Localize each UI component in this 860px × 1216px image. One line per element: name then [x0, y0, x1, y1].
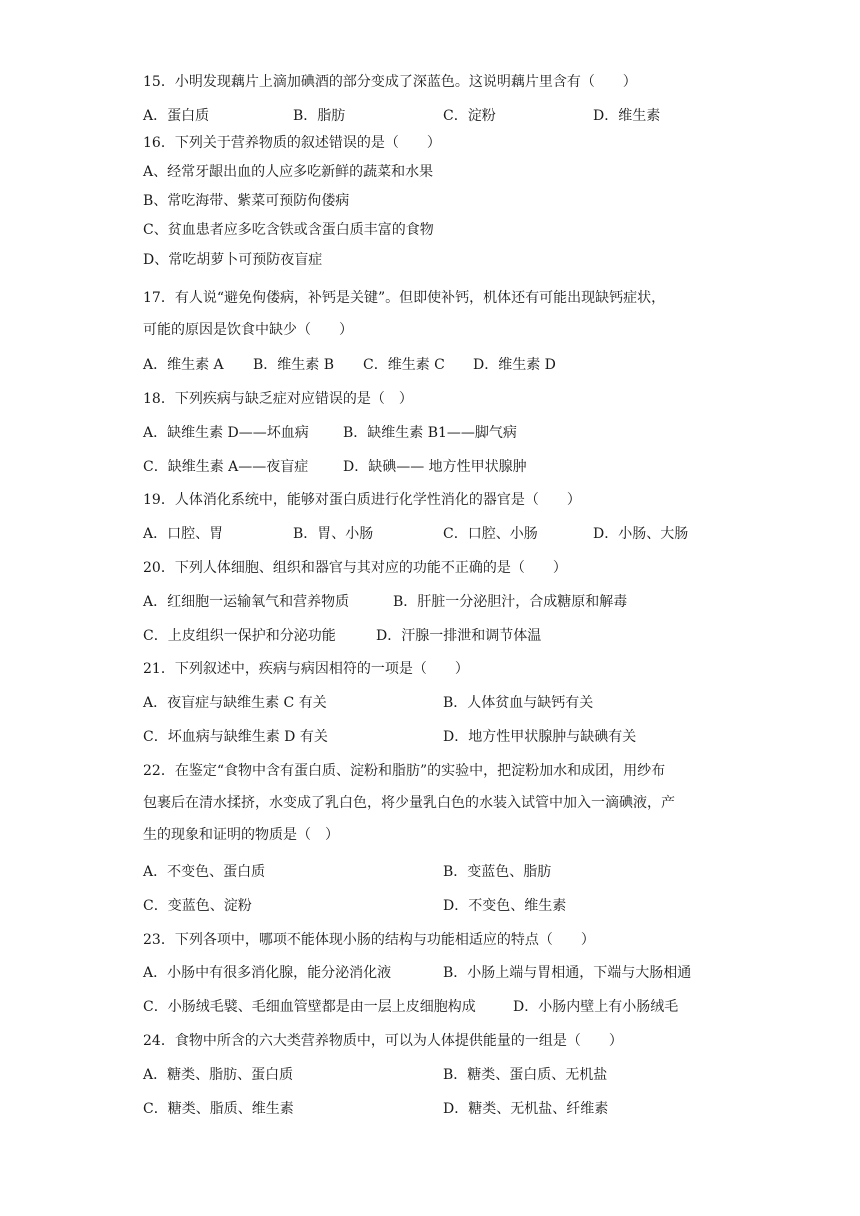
question-22-stem-line-3: 生的现象和证明的物质是（ ）	[143, 827, 339, 843]
question-24-option-b: B．糖类、蛋白质、无机盐	[443, 1067, 608, 1083]
question-24-stem: 24．食物中所含的六大类营养物质中，可以为人体提供能量的一组是（ ）	[143, 1033, 623, 1049]
question-16-option-d: D、常吃胡萝卜可预防夜盲症	[143, 252, 323, 268]
question-22-stem-line-2: 包裹后在清水揉挤，水变成了乳白色，将少量乳白色的水装入试管中加入一滴碘液，产	[143, 795, 675, 811]
question-21-stem: 21．下列叙述中，疾病与病因相符的一项是（ ）	[143, 661, 469, 677]
question-15-option-d: D．维生素	[593, 108, 661, 124]
question-23-option-d: D．小肠内壁上有小肠绒毛	[513, 999, 679, 1015]
question-23-option-b: B．小肠上端与胃相通，下端与大肠相通	[443, 965, 692, 981]
question-20-stem: 20．下列人体细胞、组织和器官与其对应的功能不正确的是（ ）	[143, 560, 567, 576]
question-18-option-a: A．缺维生素 D——坏血病	[143, 425, 309, 441]
question-17-option-c: C．维生素 C	[363, 357, 445, 373]
question-22-stem-line-1: 22．在鉴定“食物中含有蛋白质、淀粉和脂肪”的实验中，把淀粉加水和成团，用纱布	[143, 763, 666, 779]
question-16-option-a: A、经常牙龈出血的人应多吃新鲜的蔬菜和水果	[143, 164, 434, 180]
question-18-option-d: D．缺碘—— 地方性甲状腺肿	[343, 459, 527, 475]
question-22-option-b: B．变蓝色、脂肪	[443, 864, 552, 880]
question-15-option-c: C．淀粉	[443, 108, 496, 124]
question-18-option-c: C．缺维生素 A——夜盲症	[143, 459, 309, 475]
question-21-option-a: A．夜盲症与缺维生素 C 有关	[143, 695, 327, 711]
question-19-option-b: B．胃、小肠	[293, 526, 374, 542]
question-17-stem-line-1: 17．有人说“避免佝偻病，补钙是关键”。但即使补钙，机体还有可能出现缺钙症状，	[143, 290, 666, 306]
question-21-option-b: B．人体贫血与缺钙有关	[443, 695, 594, 711]
question-23-stem: 23．下列各项中，哪项不能体现小肠的结构与功能相适应的特点（ ）	[143, 932, 595, 948]
question-22-option-c: C．变蓝色、淀粉	[143, 898, 252, 914]
question-24-option-d: D．糖类、无机盐、纤维素	[443, 1101, 609, 1117]
question-17-option-b: B．维生素 B	[253, 357, 335, 373]
question-15-stem: 15．小明发现藕片上滴加碘酒的部分变成了深蓝色。这说明藕片里含有（ ）	[143, 74, 637, 90]
question-21-option-c: C．坏血病与缺维生素 D 有关	[143, 729, 328, 745]
question-19-option-c: C．口腔、小肠	[443, 526, 538, 542]
question-23-option-a: A．小肠中有很多消化腺，能分泌消化液	[143, 965, 392, 981]
question-21-option-d: D．地方性甲状腺肿与缺碘有关	[443, 729, 637, 745]
question-16-option-c: C、贫血患者应多吃含铁或含蛋白质丰富的食物	[143, 222, 434, 238]
question-24-option-a: A．糖类、脂肪、蛋白质	[143, 1067, 294, 1083]
question-16-stem: 16．下列关于营养物质的叙述错误的是（ ）	[143, 135, 441, 151]
question-22-option-a: A．不变色、蛋白质	[143, 864, 266, 880]
question-15-option-a: A．蛋白质	[143, 108, 210, 124]
question-18-option-b: B．缺维生素 B1——脚气病	[343, 425, 517, 441]
question-18-stem: 18．下列疾病与缺乏症对应错误的是（ ）	[143, 391, 413, 407]
question-23-option-c: C．小肠绒毛襞、毛细血管壁都是由一层上皮细胞构成	[143, 999, 476, 1015]
question-20-option-c: C．上皮组织一保护和分泌功能	[143, 628, 336, 644]
question-19-option-d: D．小肠、大肠	[593, 526, 689, 542]
question-17-option-a: A．维生素 A	[143, 357, 224, 373]
question-15-option-b: B．脂肪	[293, 108, 346, 124]
question-22-option-d: D．不变色、维生素	[443, 898, 567, 914]
question-17-stem-line-2: 可能的原因是饮食中缺少（ ）	[143, 322, 353, 338]
question-20-option-d: D．汗腺一排泄和调节体温	[376, 628, 542, 644]
question-17-option-d: D．维生素 D	[473, 357, 556, 373]
question-19-option-a: A．口腔、胃	[143, 526, 224, 542]
question-20-option-a: A．红细胞一运输氧气和营养物质	[143, 594, 350, 610]
question-16-option-b: B、常吃海带、紫菜可预防佝偻病	[143, 193, 350, 209]
question-20-option-b: B．肝脏一分泌胆汁，合成糖原和解毒	[393, 594, 628, 610]
question-24-option-c: C．糖类、脂质、维生素	[143, 1101, 294, 1117]
question-19-stem: 19．人体消化系统中，能够对蛋白质进行化学性消化的器官是（ ）	[143, 492, 581, 508]
